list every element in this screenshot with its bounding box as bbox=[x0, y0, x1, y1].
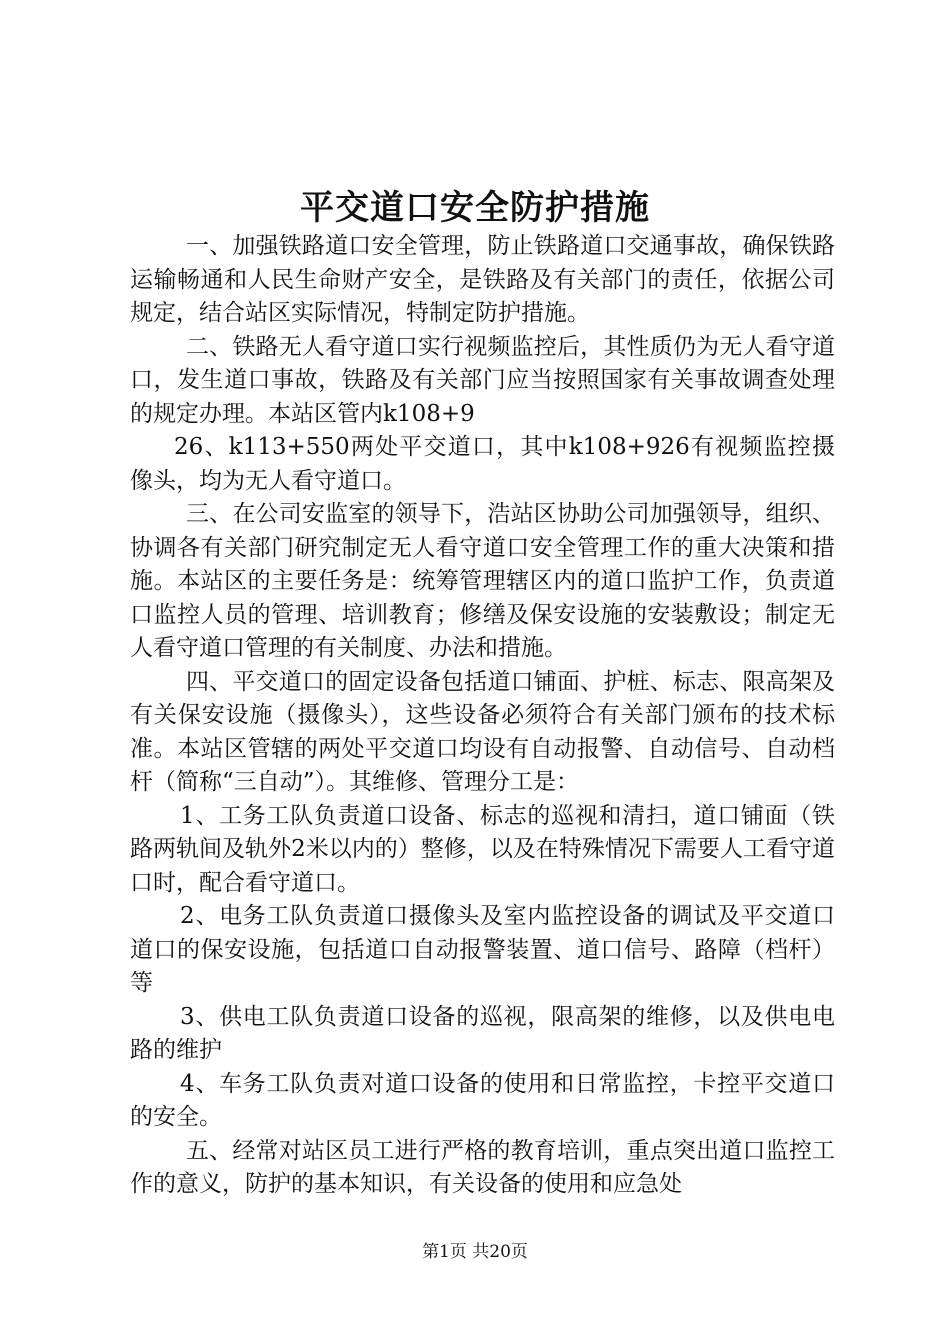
paragraph-5: 四、平交道口的固定设备包括道口铺面、护桩、标志、限高架及有关保安设施（摄像头），这些设备必须符合有关部门颁布的技术标准。本站区管辖的两处平交道口均设有自动报警、自动信号、自动档杆（简称“三自动”）。其维修、管理分工是： bbox=[130, 668, 835, 795]
paragraph-6: 五、经常对站区员工进行严格的教育培训，重点突出道口监控工作的意义，防护的基本知识，有关设备的使用和应急处 bbox=[130, 1137, 835, 1197]
document-title: 平交道口安全防护措施 bbox=[300, 188, 650, 228]
page-footer: 第1页 共20页 bbox=[422, 1242, 528, 1262]
paragraph-2: 二、铁路无人看守道口实行视频监控后，其性质仍为无人看守道口，发生道口事故，铁路及有关部门应当按照国家有关事故调查处理的规定办理。本站区管内k108+9 bbox=[130, 333, 835, 427]
document-body bbox=[130, 230, 835, 1202]
list-item-2: 2、电务工队负责道口摄像头及室内监控设备的调试及平交道口道口的保安设施，包括道口自动报警装置、道口信号、路障（档杆）等 bbox=[130, 903, 835, 996]
list-item-1: 1、工务工队负责道口设备、标志的巡视和清扫，道口铺面（铁路两轨间及轨外2米以内的）整修，以及在特殊情况下需要人工看守道口时，配合看守道口。 bbox=[130, 802, 835, 896]
list-item-3: 3、供电工队负责道口设备的巡视，限高架的维修，以及供电电路的维护 bbox=[130, 1003, 835, 1063]
paragraph-3: 26、k113+550两处平交道口，其中k108+926有视频监控摄像头，均为无人看守道口。 bbox=[130, 434, 835, 494]
list-item-4: 4、车务工队负责对道口设备的使用和日常监控，卡控平交道口的安全。 bbox=[130, 1070, 835, 1130]
paragraph-4: 三、在公司安监室的领导下，浩站区协助公司加强领导，组织、协调各有关部门研究制定无人看守道口安全管理工作的重大决策和措施。本站区的主要任务是：统筹管理辖区内的道口监护工作，负责道口监控人员的管理、培训教育；修缮及保安设施的安装敷设；制定无人看守道口管理的有关制度、办法和措施。 bbox=[130, 501, 835, 661]
paragraph-1: 一、加强铁路道口安全管理，防止铁路道口交通事故，确保铁路运输畅通和人民生命财产安全，是铁路及有关部门的责任，依据公司规定，结合站区实际情况，特制定防护措施。 bbox=[130, 233, 835, 326]
